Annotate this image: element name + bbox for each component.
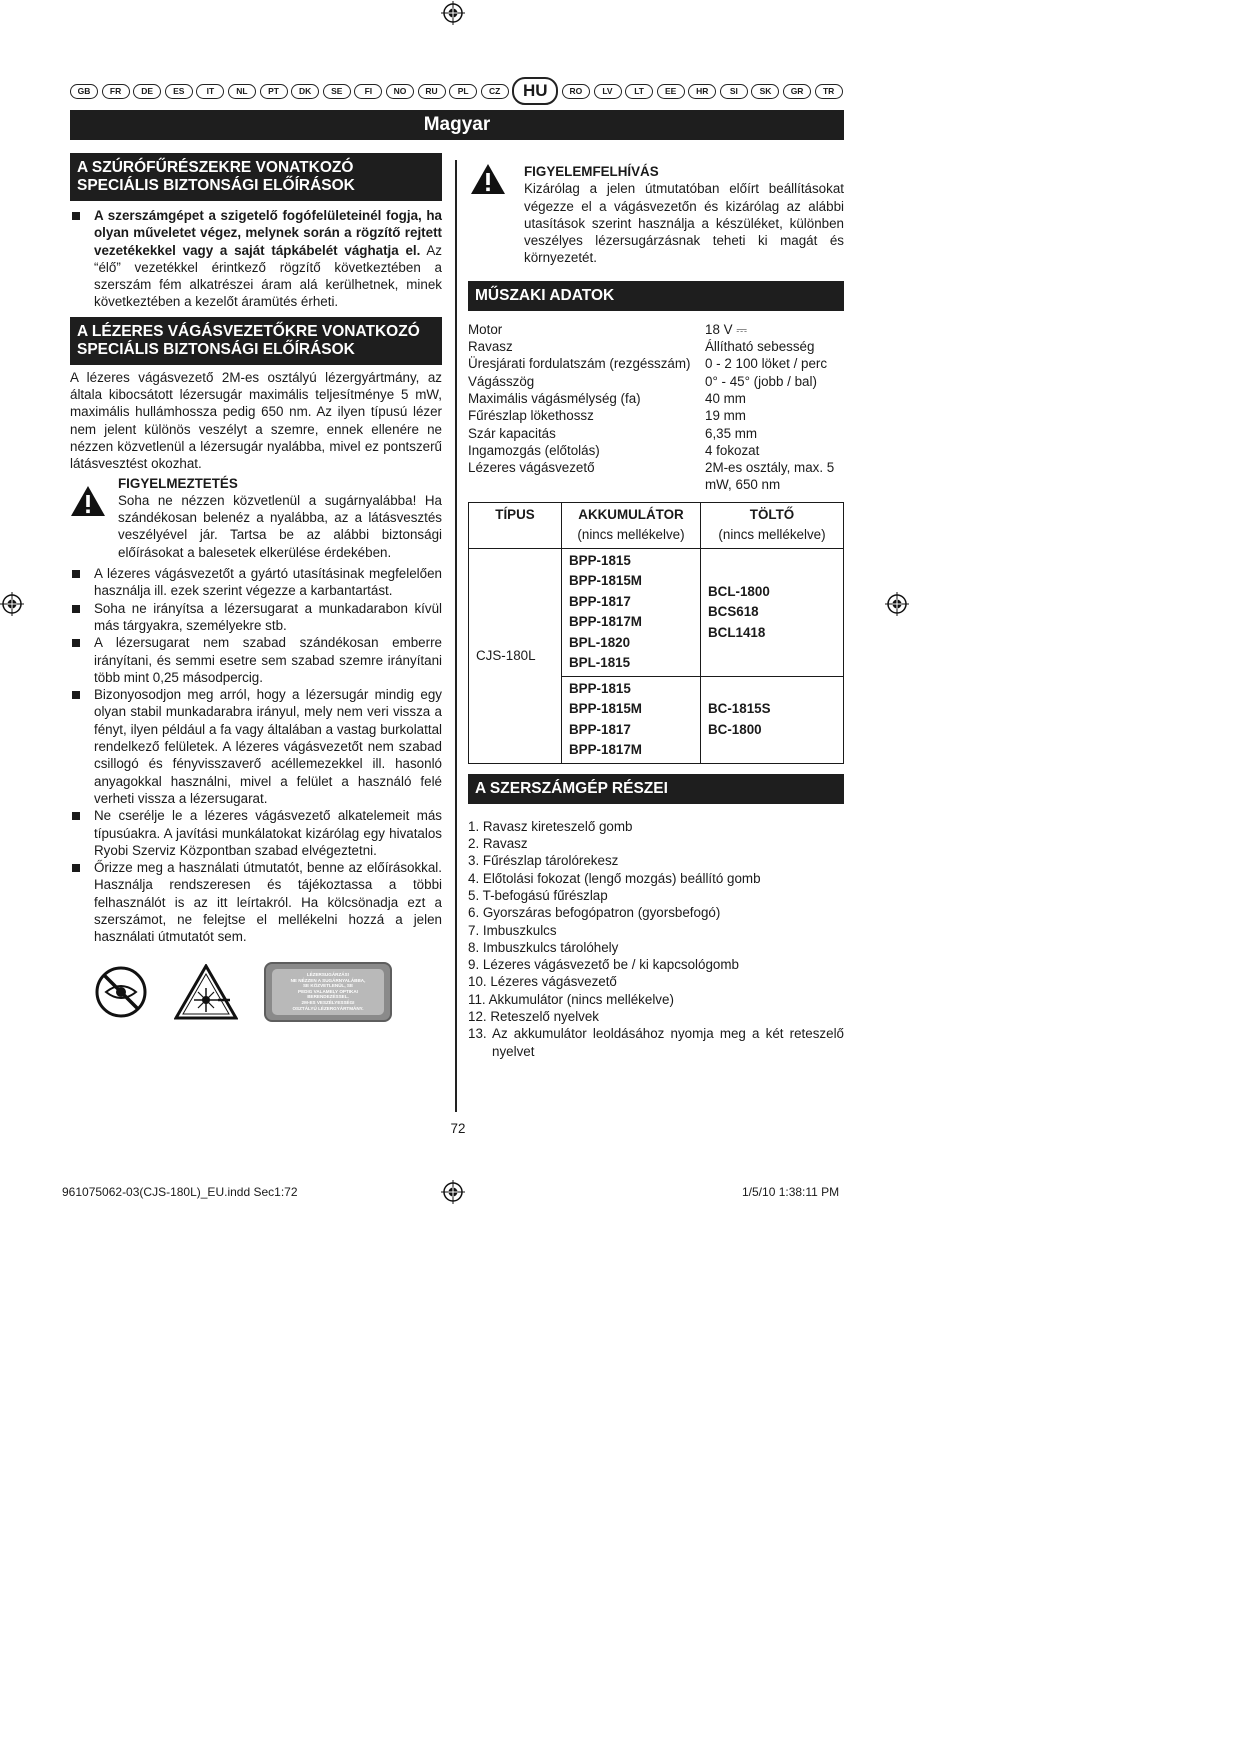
caution-block <box>468 163 844 267</box>
list-item: 11. Akkumulátor (nincs mellékelve) <box>468 991 674 1007</box>
type-cell: CJS-180L <box>469 548 562 763</box>
footer-file-info: 961075062-03(CJS-180L)_EU.indd Sec1:72 <box>62 1185 298 1199</box>
list-item: Ne cserélje le a lézeres vágásvezető alkatelemeit más típusúakra. A javítási munkálatokat kizárólag egy hivatalos Ryobi Szerviz Központban szabad elvégeztetni. <box>70 807 442 859</box>
lang-si: SI <box>720 84 748 99</box>
list-item: 5. T-befogású fűrészlap <box>468 887 608 903</box>
spec-key: Maximális vágásmélység (fa) <box>468 390 641 406</box>
laser-safety-list <box>70 565 442 946</box>
list-item: 9. Lézeres vágásvezető be / ki kapcsológomb <box>468 957 739 973</box>
label-line: PEDIG VALAMELY OPTIKAI <box>298 988 358 994</box>
list-item: 10. Lézeres vágásvezető <box>468 974 617 990</box>
list-item: Bizonyosodjon meg arról, hogy a lézersugár mindig egy olyan stabil munkadarabra irányul, mely nem veri vissza a fényt, ilyen például a fa vagy általában a vastag burkolattal rendelkező felületek. A lézeres vágásvezetőt nem szabad csillogó és fényvisszaverő acéllemezekkel ill. hasonló anyagokkal használni, mivel a felület a használó felé verheti vissza a lézersugarat. <box>70 686 442 807</box>
lang-sk: SK <box>751 84 779 99</box>
section-title-laser-safety: A LÉZERES VÁGÁSVEZETŐKRE VONATKOZÓ SPECIÁLIS BIZTONSÁGI ELŐÍRÁSOK <box>70 317 442 365</box>
lang-lt: LT <box>625 84 653 99</box>
footer-timestamp: 1/5/10 1:38:11 PM <box>742 1185 840 1199</box>
lang-hu-active: HU <box>512 77 558 105</box>
spec-key: Ravasz <box>468 339 513 355</box>
lang-nl: NL <box>228 84 256 99</box>
lang-de: DE <box>133 84 161 99</box>
column-divider <box>455 160 457 1112</box>
spec-key: Üresjárati fordulatszám (rezgésszám) <box>468 356 691 372</box>
no-stare-laser-icon <box>94 965 148 1019</box>
spec-value: 4 fokozat <box>705 442 760 458</box>
registration-mark-left <box>0 592 24 616</box>
spec-value: 19 mm <box>705 408 746 424</box>
list-item: A lézersugarat nem szabad szándékosan emberre irányítani, és semmi esetre sem szabad szemre irányítani több mint 0,25 másodpercig. <box>70 634 442 686</box>
label-line: LÉZERSUGÁRZÁS! <box>306 972 350 977</box>
table-header-row <box>469 502 844 548</box>
col-header-battery: AKKUMULÁTOR (nincs mellékelve) <box>562 502 701 548</box>
table-row <box>468 338 844 355</box>
label-line: 2M-ES VESZÉLYESSÉGI <box>301 999 355 1005</box>
spec-key: Ingamozgás (előtolás) <box>468 442 600 458</box>
language-selector <box>70 82 843 100</box>
list-item: 13. Az akkumulátor leoldásához nyomja meg a két reteszelő nyelvet <box>468 1026 844 1059</box>
registration-mark-top <box>441 1 465 25</box>
table-row <box>468 390 844 407</box>
lang-ee: EE <box>657 84 685 99</box>
caution-title: FIGYELEMFELHÍVÁS <box>524 164 659 179</box>
lang-fi: FI <box>354 84 382 99</box>
lang-gr: GR <box>783 84 811 99</box>
page-number: 72 <box>450 1121 466 1136</box>
warning-block <box>70 475 442 561</box>
warning-text: Soha ne nézzen közvetlenül a sugárnyalábba! Ha szándékosan belenéz a nyalábba, az a látásvesztés veszélyével jár. Tartsa be az alábbi biztonsági előírásokat a balesetek elkerülése érdekében. <box>118 492 442 560</box>
warning-triangle-icon <box>70 485 106 517</box>
list-item: Őrizze meg a használati útmutatót, benne az előírásokkal. Használja rendszeresen és tájékoztassa a többi felhasználót is az itt leírtakról. Ha kölcsönadja ezt a szerszámot, ne felejtse el mellékelni hozzá a jelen használati útmutatót sem. <box>70 859 442 945</box>
section-title-jigsaw-safety: A SZÚRÓFŰRÉSZEKRE VONATKOZÓ SPECIÁLIS BIZTONSÁGI ELŐÍRÁSOK <box>70 153 442 201</box>
warning-title: FIGYELMEZTETÉS <box>118 475 238 491</box>
charger-list: BCL-1800 BCS618 BCL1418 <box>701 548 844 676</box>
list-item: 12. Reteszelő nyelvek <box>468 1009 600 1025</box>
spec-key: Motor <box>468 321 503 337</box>
spec-key: Lézeres vágásvezető <box>468 460 595 476</box>
list-item: 4. Előtolási fokozat (lengő mozgás) beállító gomb <box>468 870 761 886</box>
caution-text: Kizárólag a jelen útmutatóban előírt beállításokat végezze el a vágásvezetőn és kizárólag az alábbi utasítások szerint használja a készüléket, különben veszélyes lézersugárzásnak teheti ki magát és környezetét. <box>524 181 844 266</box>
jigsaw-safety-list <box>70 207 442 311</box>
safety-symbols <box>70 962 442 1022</box>
section-title-specs: MŰSZAKI ADATOK <box>468 281 844 311</box>
spec-value: 2M-es osztály, max. 5 mW, 650 nm <box>705 460 835 493</box>
bullet-bold-text: A szerszámgépet a szigetelő fogófelületeinél fogja, ha olyan műveletet végez, melynek során a rögzítő rejtett vezetékekkel vagy a saját tápkábelét vághatja el. <box>94 208 442 258</box>
table-row <box>468 442 844 459</box>
battery-list: BPP-1815 BPP-1815M BPP-1817 BPP-1817M <box>562 676 701 763</box>
specs-table <box>468 321 844 494</box>
registration-mark-right <box>885 592 909 616</box>
table-row <box>468 373 844 390</box>
left-column <box>70 153 442 1022</box>
lang-dk: DK <box>291 84 319 99</box>
table-row <box>468 407 844 424</box>
list-item: 2. Ravasz <box>468 836 528 852</box>
table-row <box>468 321 844 338</box>
spec-value: 40 mm <box>705 390 746 406</box>
lang-lv: LV <box>594 84 622 99</box>
language-title: Magyar <box>70 110 844 140</box>
list-item: 8. Imbuszkulcs tárolóhely <box>468 939 619 955</box>
list-item: 6. Gyorszáras befogópatron (gyorsbefogó) <box>468 905 721 921</box>
spec-value: 18 V ⎓ <box>705 321 747 337</box>
table-row <box>468 355 844 372</box>
lang-es: ES <box>165 84 193 99</box>
charger-list: BC-1815S BC-1800 <box>701 676 844 763</box>
list-item: 1. Ravasz kireteszelő gomb <box>468 818 633 834</box>
caution-triangle-icon <box>468 163 508 195</box>
label-line: BERENDEZÉSSEL. <box>307 994 349 1000</box>
label-line: SE KÖZVETLENÜL, SE <box>302 983 354 989</box>
lang-se: SE <box>323 84 351 99</box>
lang-pl: PL <box>449 84 477 99</box>
lang-fr: FR <box>102 84 130 99</box>
lang-ru: RU <box>418 84 446 99</box>
list-item: 3. Fűrészlap tárolórekesz <box>468 853 619 869</box>
label-line: NE NÉZZEN A SUGÁRNYALÁBBA, <box>290 977 366 983</box>
spec-value: 6,35 mm <box>705 425 758 441</box>
battery-list: BPP-1815 BPP-1815M BPP-1817 BPP-1817M BPL-1820 BPL-1815 <box>562 548 701 676</box>
spec-value: 0 - 2 100 löket / perc <box>705 356 828 372</box>
parts-list <box>468 818 844 1060</box>
table-row <box>468 425 844 442</box>
spec-key: Fűrészlap lökethossz <box>468 408 594 424</box>
lang-gb: GB <box>70 84 98 99</box>
label-line: OSZTÁLYÚ LÉZERGYÁRTMÁNY. <box>292 1005 364 1011</box>
lang-cz: CZ <box>481 84 509 99</box>
lang-tr: TR <box>815 84 843 99</box>
laser-intro-paragraph: A lézeres vágásvezető 2M-es osztályú lézergyártmány, az általa kibocsátott lézersugár maximális teljesítménye 5 mW, maximális hullámhossza pedig 650 nm. Az ilyen típusú lézer nem jelent különös veszélyt a szemre, ennek ellenére ne nézzen közvetlenül a lézersugár nyalábba, mivel ez pontszerű látásvesztést okozhat. <box>70 369 442 472</box>
spec-key: Vágásszög <box>468 373 535 389</box>
lang-pt: PT <box>260 84 288 99</box>
bullet-text: Az “élő” vezetékkel érintkező rögzítő következtében a szerszám fém alkatrészei áram alá kerülhetnek, minek következtében a kezelőt áramütés érheti. <box>94 242 442 310</box>
registration-mark-bottom <box>441 1180 465 1204</box>
col-header-type: TÍPUS <box>469 502 562 548</box>
battery-charger-table <box>468 502 844 764</box>
spec-value: 0° - 45° (jobb / bal) <box>705 373 817 389</box>
list-item <box>70 207 442 311</box>
laser-hazard-icon <box>174 964 238 1020</box>
table-row <box>468 459 844 494</box>
spec-value: Állítható sebesség <box>705 339 815 355</box>
list-item: A lézeres vágásvezetőt a gyártó utasításinak megfelelően használja ill. ezek szerint végezze a karbantartást. <box>70 565 442 600</box>
table-row <box>469 548 844 676</box>
lang-it: IT <box>196 84 224 99</box>
list-item: Soha ne irányítsa a lézersugarat a munkadarabon kívül más tárgyakra, személyekre stb. <box>70 600 442 635</box>
spec-key: Szár kapacitás <box>468 425 556 441</box>
lang-ro: RO <box>562 84 590 99</box>
col-header-charger: TÖLTŐ (nincs mellékelve) <box>701 502 844 548</box>
right-column <box>468 163 844 1060</box>
lang-no: NO <box>386 84 414 99</box>
list-item: 7. Imbuszkulcs <box>468 922 557 938</box>
section-title-parts: A SZERSZÁMGÉP RÉSZEI <box>468 774 844 804</box>
lang-hr: HR <box>688 84 716 99</box>
laser-warning-label <box>264 962 392 1022</box>
